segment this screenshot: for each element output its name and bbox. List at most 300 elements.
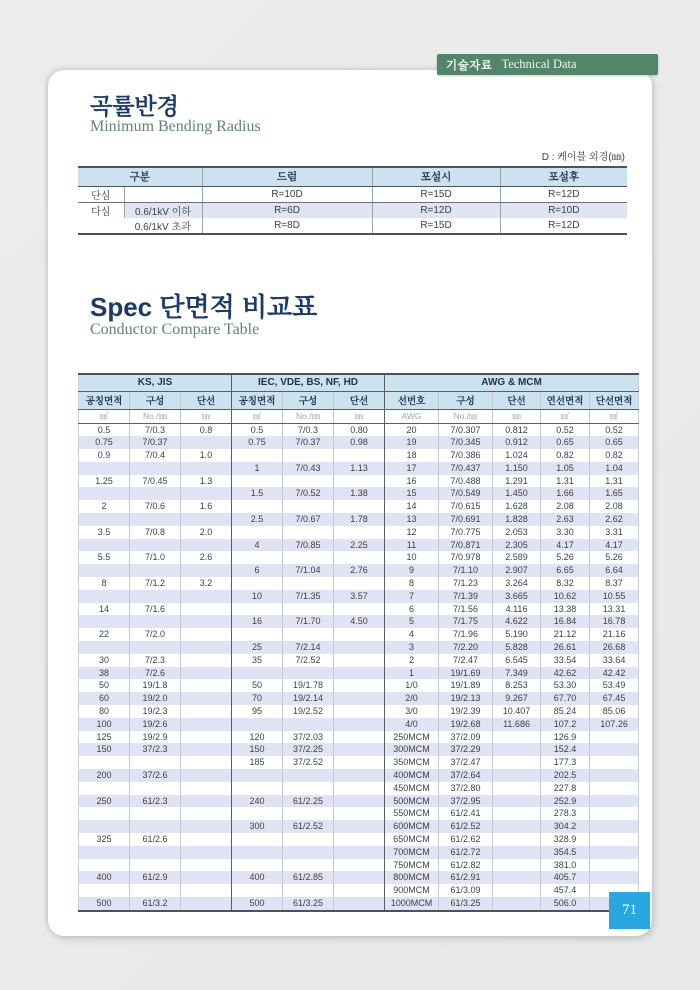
- cell: 250: [79, 795, 130, 808]
- cell: [334, 846, 385, 859]
- cell: [334, 667, 385, 680]
- column-header: 단선: [334, 391, 385, 409]
- table-row: [79, 526, 639, 539]
- cell: 0.8: [181, 423, 232, 436]
- cell: 250MCM: [385, 731, 439, 744]
- cell: 5: [385, 615, 439, 628]
- unit-header: ㎟: [541, 409, 590, 423]
- table-row: [79, 859, 639, 872]
- table-row: [79, 705, 639, 718]
- unit-header: ㎜: [493, 409, 541, 423]
- table-row: [79, 475, 639, 488]
- table-row: [78, 186, 627, 202]
- cell: 0.5: [97, 424, 111, 435]
- cell: [130, 513, 181, 526]
- cell: 0.9: [97, 450, 111, 461]
- column-header: 공칭면적: [79, 391, 130, 409]
- cell: 19/2.39: [439, 705, 493, 718]
- column-header: 단선면적: [590, 391, 639, 409]
- cell: [181, 731, 232, 744]
- cell: 14: [385, 500, 439, 513]
- cell: [79, 884, 130, 897]
- technical-data-tab: [437, 54, 658, 75]
- cell: 177.3: [541, 756, 590, 769]
- unit-header-row: [79, 409, 639, 423]
- cell: 4.17: [541, 539, 590, 552]
- group-header: AWG & MCM: [385, 374, 639, 391]
- cell: [334, 795, 385, 808]
- table-row: [79, 577, 639, 590]
- cell: [181, 705, 232, 718]
- cell: 7/1.56: [439, 603, 493, 616]
- cell: 400MCM: [385, 769, 439, 782]
- cell: [283, 526, 334, 539]
- table-row: [79, 436, 639, 449]
- table-row: [79, 551, 639, 564]
- cell: [130, 539, 181, 552]
- cell: [181, 603, 232, 616]
- column-header: 구분: [78, 167, 202, 186]
- cell: 50: [98, 680, 109, 691]
- cell: 10.62: [541, 590, 590, 603]
- cell: 19/1.8: [130, 679, 181, 692]
- cell: 42.62: [541, 667, 590, 680]
- cell: [493, 756, 541, 769]
- cell: [283, 769, 334, 782]
- cell: [493, 743, 541, 756]
- cell: 13: [385, 513, 439, 526]
- cell: [590, 846, 639, 859]
- cell: 328.9: [541, 833, 590, 846]
- cell: [181, 436, 232, 449]
- cell: [283, 603, 334, 616]
- cell: 7/0.437: [439, 462, 493, 475]
- table-row: [79, 846, 639, 859]
- table-row: [79, 743, 639, 756]
- cell: 7: [385, 590, 439, 603]
- cell: 1.31: [590, 475, 639, 488]
- cell: 7/1.96: [439, 628, 493, 641]
- cell: 2: [385, 654, 439, 667]
- cell: 37/2.47: [439, 756, 493, 769]
- cell: 80: [98, 706, 109, 717]
- cell: 5.5: [97, 552, 111, 563]
- document-page: [48, 70, 652, 936]
- cell: 16.78: [590, 615, 639, 628]
- cell: 7/2.20: [439, 641, 493, 654]
- cell: 185: [232, 756, 283, 769]
- cell: [130, 782, 181, 795]
- cell: 125: [96, 731, 112, 742]
- cell: 1.024: [493, 449, 541, 462]
- section1-subtitle: Minimum Bending Radius: [90, 118, 261, 135]
- cell: 0.6/1kV 이하: [124, 202, 202, 218]
- cell: 1.5: [232, 487, 283, 500]
- cell: [181, 871, 232, 884]
- cell: [283, 628, 334, 641]
- cell: 202.5: [541, 769, 590, 782]
- cell: 2.63: [541, 513, 590, 526]
- cell: 0.82: [541, 449, 590, 462]
- cell: [590, 820, 639, 833]
- cell: [232, 551, 283, 564]
- cell: 7/1.35: [283, 590, 334, 603]
- cell: 1.628: [493, 500, 541, 513]
- cell: 107.26: [590, 718, 639, 731]
- cell: 5.828: [493, 641, 541, 654]
- cell: 152.4: [541, 743, 590, 756]
- cell: 2.907: [493, 564, 541, 577]
- cell: 7/1.6: [130, 603, 181, 616]
- column-header: 포설후: [500, 167, 627, 186]
- cell: 2.5: [232, 513, 283, 526]
- cell: 14: [98, 603, 109, 614]
- cell: 19/2.68: [439, 718, 493, 731]
- table-row: [79, 513, 639, 526]
- cell: R=15D: [372, 186, 500, 202]
- cell: 42.42: [590, 667, 639, 680]
- cell: [590, 769, 639, 782]
- cell: [181, 807, 232, 820]
- cell: [232, 603, 283, 616]
- cell: 11: [385, 539, 439, 552]
- cell: [232, 577, 283, 590]
- cell: [334, 782, 385, 795]
- cell: 2.76: [334, 564, 385, 577]
- cell: [283, 846, 334, 859]
- cell: 457.4: [541, 884, 590, 897]
- cell: 67.70: [541, 692, 590, 705]
- cell: 7/0.67: [283, 513, 334, 526]
- unit-header: No./㎜: [130, 409, 181, 423]
- cell: 240: [232, 795, 283, 808]
- cell: 7/0.488: [439, 475, 493, 488]
- cell: [334, 743, 385, 756]
- cell: 61/2.62: [439, 833, 493, 846]
- cell: 61/3.25: [439, 897, 493, 911]
- cell: [493, 897, 541, 911]
- cell: [590, 743, 639, 756]
- cell: 37/2.52: [283, 756, 334, 769]
- cell: [232, 833, 283, 846]
- cell: [181, 782, 232, 795]
- cell: [334, 859, 385, 872]
- cell: 126.9: [541, 731, 590, 744]
- cell: 700MCM: [385, 846, 439, 859]
- table-row: [79, 628, 639, 641]
- cell: [181, 462, 232, 475]
- cell: 10.407: [493, 705, 541, 718]
- cell: 37/2.3: [130, 743, 181, 756]
- cell: [79, 539, 130, 552]
- cell: 0.5: [232, 423, 283, 436]
- cell: [232, 718, 283, 731]
- cell: 61/3.09: [439, 884, 493, 897]
- section1-title: 곡률반경: [90, 93, 179, 119]
- cell: [334, 628, 385, 641]
- cell: [590, 833, 639, 846]
- cell: 405.7: [541, 871, 590, 884]
- cell: 7/0.43: [283, 462, 334, 475]
- table-header-row: [78, 167, 627, 186]
- cell: 10.55: [590, 590, 639, 603]
- cell: 61/2.9: [130, 871, 181, 884]
- cell: [232, 526, 283, 539]
- cell: 61/2.52: [439, 820, 493, 833]
- cable-diameter-note: D : 케이블 외경(㎜): [541, 152, 625, 163]
- table-row: [79, 795, 639, 808]
- cell: [283, 551, 334, 564]
- cell: [181, 615, 232, 628]
- cell: 19: [385, 436, 439, 449]
- cell: 11.686: [493, 718, 541, 731]
- cell: 4.622: [493, 615, 541, 628]
- cell: 7/0.45: [130, 475, 181, 488]
- cell: 5.190: [493, 628, 541, 641]
- cell: 7/2.52: [283, 654, 334, 667]
- cell: [334, 871, 385, 884]
- cell: 단심: [78, 186, 124, 202]
- table-row: [79, 590, 639, 603]
- cell: 19/2.6: [130, 718, 181, 731]
- cell: [130, 756, 181, 769]
- cell: 8: [101, 578, 107, 589]
- cell: 0.6/1kV 초과: [134, 221, 191, 233]
- cell: R=10D: [500, 202, 627, 218]
- cell: R=12D: [500, 186, 627, 202]
- cell: [79, 564, 130, 577]
- cell: 550MCM: [385, 807, 439, 820]
- cell: 1.150: [493, 462, 541, 475]
- cell: 19/2.9: [130, 731, 181, 744]
- cell: 1.13: [334, 462, 385, 475]
- table-row: [79, 539, 639, 552]
- cell: R=15D: [372, 218, 500, 234]
- cell: 61/2.3: [130, 795, 181, 808]
- cell: 1.04: [590, 462, 639, 475]
- cell: 0.98: [334, 436, 385, 449]
- cell: [334, 449, 385, 462]
- cell: 1.25: [95, 475, 113, 486]
- cell: 7/0.6: [130, 500, 181, 513]
- cell: 7/0.345: [439, 436, 493, 449]
- cell: 26.68: [590, 641, 639, 654]
- cell: [590, 859, 639, 872]
- cell: 4.17: [590, 539, 639, 552]
- cell: 3.31: [590, 526, 639, 539]
- unit-header: ㎜: [181, 409, 232, 423]
- cell: [334, 679, 385, 692]
- cell: 53.49: [590, 679, 639, 692]
- cell: [181, 859, 232, 872]
- cell: 37/2.80: [439, 782, 493, 795]
- cell: [334, 897, 385, 911]
- cell: 2/0: [385, 692, 439, 705]
- cell: R=6D: [202, 202, 372, 218]
- cell: 252.9: [541, 795, 590, 808]
- cell: [181, 833, 232, 846]
- cell: [334, 500, 385, 513]
- cell: 7/0.52: [283, 487, 334, 500]
- tab-label-en: Technical Data: [501, 57, 577, 71]
- cell: [79, 487, 130, 500]
- cell: 304.2: [541, 820, 590, 833]
- cell: 1.0: [181, 449, 232, 462]
- cell: [232, 500, 283, 513]
- cell: 500MCM: [385, 795, 439, 808]
- column-header: 구성: [283, 391, 334, 409]
- cell: 750MCM: [385, 859, 439, 872]
- cell: 38: [79, 667, 130, 680]
- cell: 1/0: [385, 679, 439, 692]
- cell: 16.84: [541, 615, 590, 628]
- column-header: 공칭면적: [232, 391, 283, 409]
- cell: [232, 846, 283, 859]
- cell: 22: [98, 629, 109, 640]
- cell: 61/2.52: [283, 820, 334, 833]
- cell: 37/2.95: [439, 795, 493, 808]
- cell: 60: [79, 692, 130, 705]
- cell: 150: [232, 743, 283, 756]
- cell: 37/2.6: [130, 769, 181, 782]
- cell: [334, 769, 385, 782]
- cell: 19/2.14: [283, 692, 334, 705]
- cell: [334, 551, 385, 564]
- cell: 19/2.13: [439, 692, 493, 705]
- table-row: [79, 871, 639, 884]
- table-row: [79, 782, 639, 795]
- table-row: [79, 603, 639, 616]
- cell: [590, 756, 639, 769]
- cell: [79, 820, 130, 833]
- cell: [181, 590, 232, 603]
- table-row: [79, 667, 639, 680]
- cell: [493, 769, 541, 782]
- cell: 19/1.69: [439, 667, 493, 680]
- table-row: [79, 731, 639, 744]
- column-header-row: [79, 391, 639, 409]
- cell: 325: [96, 834, 112, 844]
- unit-header: No./㎜: [283, 409, 334, 423]
- cell: 1000MCM: [385, 897, 439, 911]
- table-row: [79, 807, 639, 820]
- cell: 17: [385, 462, 439, 475]
- table-row: [79, 756, 639, 769]
- column-header: 연선면적: [541, 391, 590, 409]
- cell: [334, 705, 385, 718]
- cell: 1.31: [541, 475, 590, 488]
- cell: [79, 615, 130, 628]
- cell: [334, 692, 385, 705]
- cell: [283, 449, 334, 462]
- cell: [79, 641, 130, 654]
- cell: [232, 628, 283, 641]
- cell: 26.61: [541, 641, 590, 654]
- cell: 1.66: [541, 487, 590, 500]
- cell: 900MCM: [385, 884, 439, 897]
- cell: R=12D: [372, 202, 500, 218]
- cell: [493, 859, 541, 872]
- cell: 2.305: [493, 539, 541, 552]
- cell: 227.8: [541, 782, 590, 795]
- section2-title: Spec 단면적 비교표: [90, 292, 318, 322]
- cell: 400: [232, 871, 283, 884]
- cell: 300MCM: [385, 743, 439, 756]
- cell: 600MCM: [385, 820, 439, 833]
- cell: 67.45: [590, 692, 639, 705]
- cell: 37/2.64: [439, 769, 493, 782]
- cell: [130, 884, 181, 897]
- cell: [232, 859, 283, 872]
- cell: 400: [79, 871, 130, 884]
- cell: 7/0.978: [439, 551, 493, 564]
- cell: [181, 884, 232, 897]
- column-header: 구성: [439, 391, 493, 409]
- table-row: [79, 500, 639, 513]
- unit-header: ㎟: [79, 409, 130, 423]
- cell: 1.828: [493, 513, 541, 526]
- cell: [334, 654, 385, 667]
- cell: [493, 731, 541, 744]
- cell: [283, 859, 334, 872]
- cell: 4.50: [334, 615, 385, 628]
- cell: 1.38: [334, 487, 385, 500]
- cell: 2.62: [590, 513, 639, 526]
- cell: 7/1.10: [439, 564, 493, 577]
- cell: 13.31: [590, 603, 639, 616]
- cell: [283, 884, 334, 897]
- cell: 33.54: [541, 654, 590, 667]
- cell: [493, 871, 541, 884]
- group-header: IEC, VDE, BS, NF, HD: [232, 374, 385, 391]
- cell: 7/0.615: [439, 500, 493, 513]
- cell: [590, 871, 639, 884]
- cell: [493, 833, 541, 846]
- cell: [283, 782, 334, 795]
- section2-subtitle: Conductor Compare Table: [90, 321, 260, 338]
- cell: 3.264: [493, 577, 541, 590]
- cell: [130, 846, 181, 859]
- cell: 8.253: [493, 679, 541, 692]
- cell: [181, 641, 232, 654]
- cell: [130, 487, 181, 500]
- table-row: [79, 564, 639, 577]
- cell: 7/1.04: [283, 564, 334, 577]
- cell: [130, 615, 181, 628]
- unit-header: ㎜: [334, 409, 385, 423]
- cell: 7/0.871: [439, 539, 493, 552]
- cell: 1: [385, 667, 439, 680]
- cell: [232, 449, 283, 462]
- cell: 350MCM: [385, 756, 439, 769]
- cell: 4/0: [385, 718, 439, 731]
- cell: 506.0: [541, 897, 590, 911]
- cell: 7/1.23: [439, 577, 493, 590]
- column-header: 단선: [181, 391, 232, 409]
- cell: [334, 807, 385, 820]
- cell: 1.78: [334, 513, 385, 526]
- column-header: 구성: [130, 391, 181, 409]
- cell: 200: [79, 769, 130, 782]
- table-row: [79, 449, 639, 462]
- cell: 100: [79, 718, 130, 731]
- cell: [283, 718, 334, 731]
- cell: 37/2.03: [283, 731, 334, 744]
- unit-header: ㎟: [590, 409, 639, 423]
- cell: 500: [79, 897, 130, 911]
- cell: 35: [232, 654, 283, 667]
- cell: [590, 807, 639, 820]
